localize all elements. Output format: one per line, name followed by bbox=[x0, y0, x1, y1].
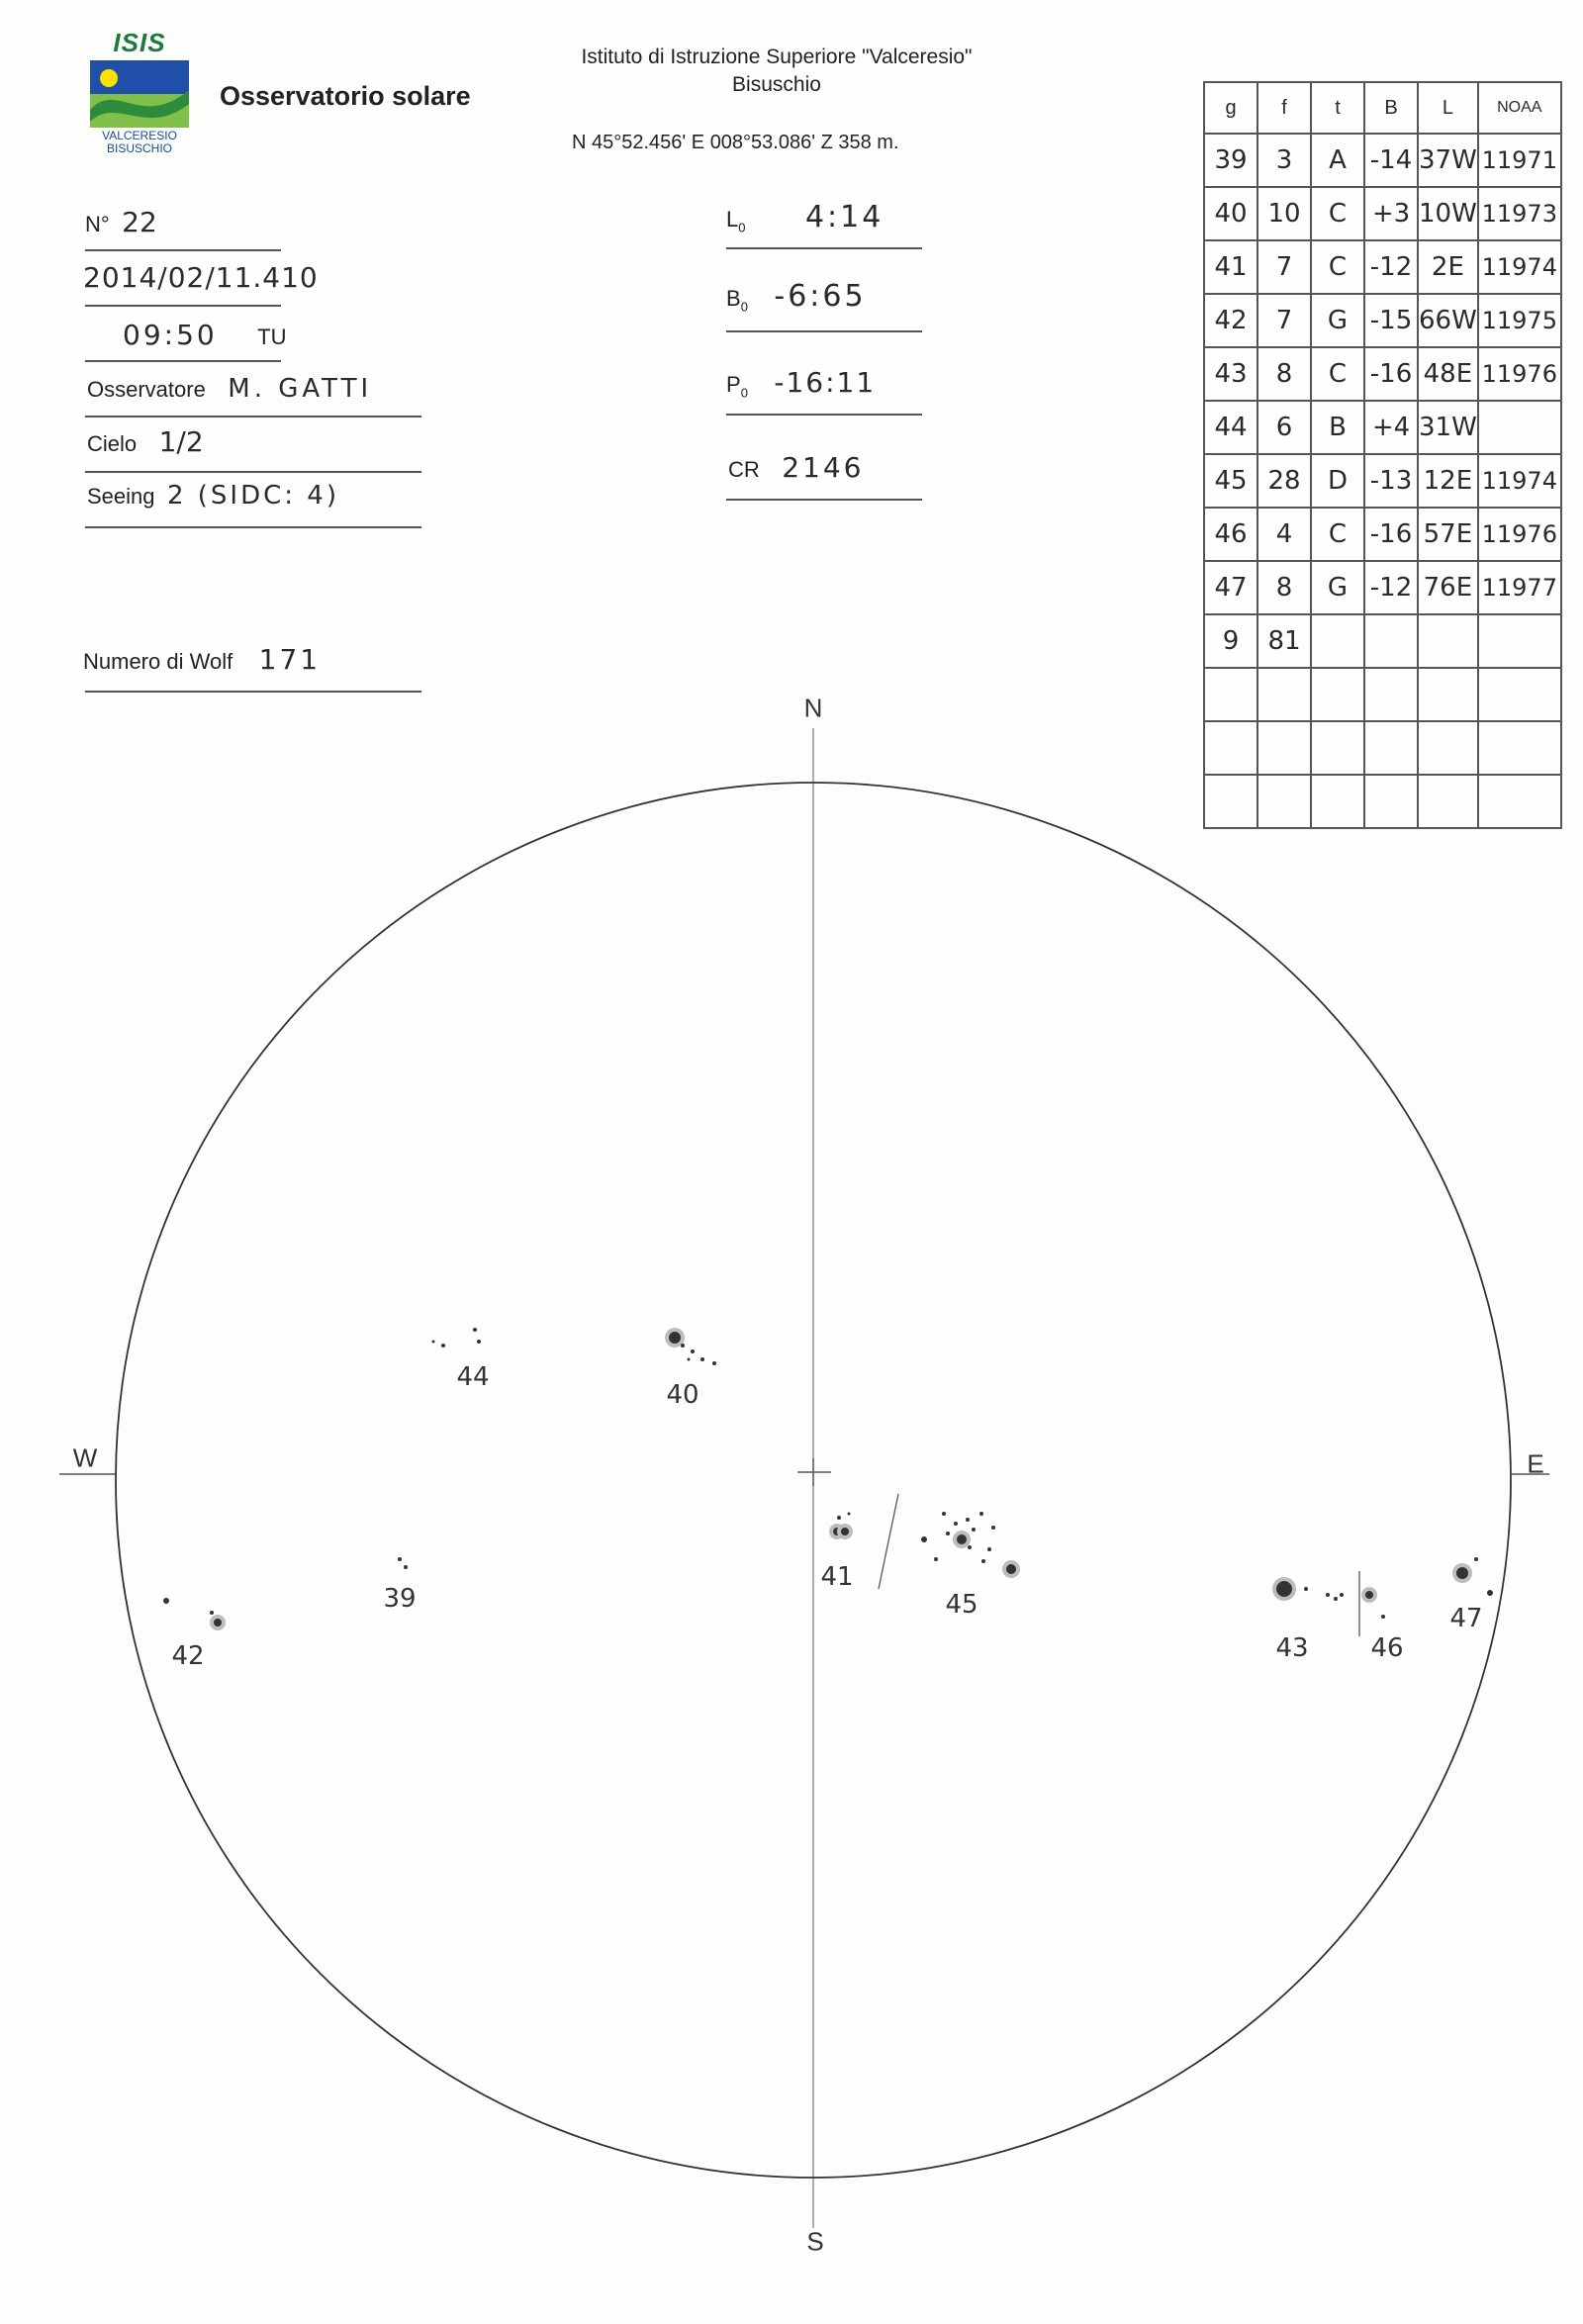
col-f: f bbox=[1257, 82, 1311, 134]
b0-field: $B_0$ -6:65 bbox=[726, 279, 867, 315]
table-cell: -16 bbox=[1364, 347, 1418, 401]
table-cell: 11974 bbox=[1478, 240, 1561, 294]
table-cell: 8 bbox=[1257, 347, 1311, 401]
table-cell: 37W bbox=[1418, 134, 1478, 187]
sunspot bbox=[691, 1349, 695, 1353]
group-label-40: 40 bbox=[666, 1380, 699, 1410]
sunspot bbox=[688, 1358, 691, 1361]
table-cell: 2E bbox=[1418, 240, 1478, 294]
table-cell: G bbox=[1311, 561, 1364, 614]
carrington-rotation-field: CR 2146 bbox=[728, 451, 865, 484]
sunspot bbox=[473, 1328, 477, 1332]
table-cell: -15 bbox=[1364, 294, 1418, 347]
institute-name: Istituto di Istruzione Superiore "Valceresio" Bisuschio bbox=[581, 46, 973, 96]
sunspot bbox=[848, 1513, 851, 1516]
time-field: 09:50 TU bbox=[123, 319, 287, 351]
sunspot bbox=[1304, 1587, 1308, 1591]
group-label-44: 44 bbox=[456, 1362, 490, 1392]
table-cell: 3 bbox=[1257, 134, 1311, 187]
observer-field: Osservatore M. GATTI bbox=[87, 374, 373, 404]
sunspot bbox=[979, 1512, 983, 1516]
table-cell: 81 bbox=[1257, 614, 1311, 668]
group-label-47: 47 bbox=[1449, 1604, 1483, 1633]
p0-field: $P_0$ -16:11 bbox=[726, 366, 877, 401]
sunspot bbox=[432, 1341, 435, 1344]
l0-field: $L_0$ 4:14 bbox=[726, 200, 885, 235]
sunspot bbox=[837, 1516, 841, 1520]
table-cell: -13 bbox=[1364, 454, 1418, 508]
sunspot bbox=[681, 1344, 685, 1348]
table-cell: 11971 bbox=[1478, 134, 1561, 187]
group-divider-41-45 bbox=[879, 1494, 898, 1589]
table-cell: 76E bbox=[1418, 561, 1478, 614]
sunspot bbox=[1365, 1591, 1373, 1599]
sunspot bbox=[966, 1518, 970, 1522]
table-cell: 12E bbox=[1418, 454, 1478, 508]
sunspot bbox=[841, 1528, 849, 1535]
sunspot bbox=[991, 1526, 995, 1530]
sunspot bbox=[968, 1545, 972, 1549]
sunspot bbox=[163, 1598, 169, 1604]
table-cell: 44 bbox=[1204, 401, 1257, 454]
table-cell: 11977 bbox=[1478, 561, 1561, 614]
sunspot bbox=[981, 1559, 985, 1563]
sunspot bbox=[477, 1340, 481, 1344]
table-cell: 40 bbox=[1204, 187, 1257, 240]
sunspot bbox=[1456, 1567, 1468, 1579]
table-cell: 46 bbox=[1204, 508, 1257, 561]
table-cell: 39 bbox=[1204, 134, 1257, 187]
sunspot bbox=[946, 1532, 950, 1535]
table-cell: 11975 bbox=[1478, 294, 1561, 347]
sunspot bbox=[1006, 1564, 1016, 1574]
group-label-43: 43 bbox=[1275, 1633, 1309, 1663]
sunspot bbox=[441, 1344, 445, 1348]
seeing-field: Seeing 2 (SIDC: 4) bbox=[87, 481, 339, 511]
page-title: Osservatorio solare bbox=[220, 81, 471, 111]
sunspot bbox=[669, 1332, 681, 1344]
group-label-41: 41 bbox=[820, 1562, 854, 1592]
table-cell: G bbox=[1311, 294, 1364, 347]
table-cell: C bbox=[1311, 187, 1364, 240]
sunspot bbox=[1474, 1557, 1478, 1561]
north-label: N bbox=[803, 693, 823, 723]
sunspot bbox=[1334, 1597, 1338, 1601]
table-cell: 9 bbox=[1204, 614, 1257, 668]
sunspot bbox=[210, 1611, 214, 1615]
table-cell: 11974 bbox=[1478, 454, 1561, 508]
table-cell: 6 bbox=[1257, 401, 1311, 454]
table-cell: 4 bbox=[1257, 508, 1311, 561]
col-g: g bbox=[1204, 82, 1257, 134]
table-cell: 57E bbox=[1418, 508, 1478, 561]
sunspot bbox=[712, 1361, 716, 1365]
group-label-46: 46 bbox=[1370, 1633, 1404, 1663]
table-cell: 42 bbox=[1204, 294, 1257, 347]
table-cell: 10 bbox=[1257, 187, 1311, 240]
col-b: B bbox=[1364, 82, 1418, 134]
group-label-45: 45 bbox=[945, 1590, 978, 1620]
sunspot bbox=[934, 1557, 938, 1561]
group-label-39: 39 bbox=[383, 1584, 417, 1614]
table-cell: 10W bbox=[1418, 187, 1478, 240]
table-cell: 7 bbox=[1257, 294, 1311, 347]
sunspot bbox=[1276, 1581, 1292, 1597]
table-cell: 11973 bbox=[1478, 187, 1561, 240]
sunspot bbox=[1340, 1593, 1344, 1597]
sunspot bbox=[214, 1619, 222, 1627]
table-cell: B bbox=[1311, 401, 1364, 454]
table-cell: 31W bbox=[1418, 401, 1478, 454]
sunspot bbox=[957, 1534, 967, 1544]
table-cell: 41 bbox=[1204, 240, 1257, 294]
table-cell: +3 bbox=[1364, 187, 1418, 240]
sunspot bbox=[972, 1528, 976, 1532]
table-cell: C bbox=[1311, 347, 1364, 401]
table-cell: -16 bbox=[1364, 508, 1418, 561]
sunspot bbox=[921, 1536, 927, 1542]
table-cell: C bbox=[1311, 240, 1364, 294]
table-cell: 8 bbox=[1257, 561, 1311, 614]
table-cell: D bbox=[1311, 454, 1364, 508]
table-cell: 66W bbox=[1418, 294, 1478, 347]
wolf-number-field: Numero di Wolf 171 bbox=[83, 643, 322, 676]
col-l: L bbox=[1418, 82, 1478, 134]
table-cell: A bbox=[1311, 134, 1364, 187]
table-cell: 45 bbox=[1204, 454, 1257, 508]
col-t: t bbox=[1311, 82, 1364, 134]
logo-subtitle: VALCERESIO BISUSCHIO bbox=[102, 129, 177, 155]
table-cell: C bbox=[1311, 508, 1364, 561]
east-label: E bbox=[1527, 1448, 1544, 1479]
south-label: S bbox=[806, 2226, 824, 2257]
sunspot bbox=[954, 1522, 958, 1526]
table-cell: -12 bbox=[1364, 240, 1418, 294]
table-cell: +4 bbox=[1364, 401, 1418, 454]
table-cell: -12 bbox=[1364, 561, 1418, 614]
sky-field: Cielo 1/2 bbox=[87, 425, 204, 458]
table-cell: 28 bbox=[1257, 454, 1311, 508]
table-cell: 48E bbox=[1418, 347, 1478, 401]
number-field: N° 22 bbox=[85, 206, 157, 238]
col-noaa: NOAA bbox=[1478, 82, 1561, 134]
table-cell: -14 bbox=[1364, 134, 1418, 187]
table-cell: 11976 bbox=[1478, 508, 1561, 561]
sunspot bbox=[1487, 1590, 1493, 1596]
west-label: W bbox=[72, 1442, 98, 1473]
sunspot bbox=[987, 1547, 991, 1551]
group-label-42: 42 bbox=[171, 1641, 205, 1671]
table-cell: 47 bbox=[1204, 561, 1257, 614]
table-cell: 43 bbox=[1204, 347, 1257, 401]
sunspot bbox=[700, 1357, 704, 1361]
observatory-coordinates: N 45°52.456' E 008°53.086' Z 358 m. bbox=[572, 132, 899, 153]
sunspot bbox=[1381, 1615, 1385, 1619]
sunspot bbox=[404, 1565, 408, 1569]
table-cell: 7 bbox=[1257, 240, 1311, 294]
date-value: 2014/02/11.410 bbox=[83, 261, 319, 294]
table-cell: 11976 bbox=[1478, 347, 1561, 401]
sunspot bbox=[942, 1512, 946, 1516]
logo-mark: ISIS bbox=[113, 28, 166, 57]
sunspot bbox=[398, 1557, 402, 1561]
sunspot bbox=[1326, 1593, 1330, 1597]
